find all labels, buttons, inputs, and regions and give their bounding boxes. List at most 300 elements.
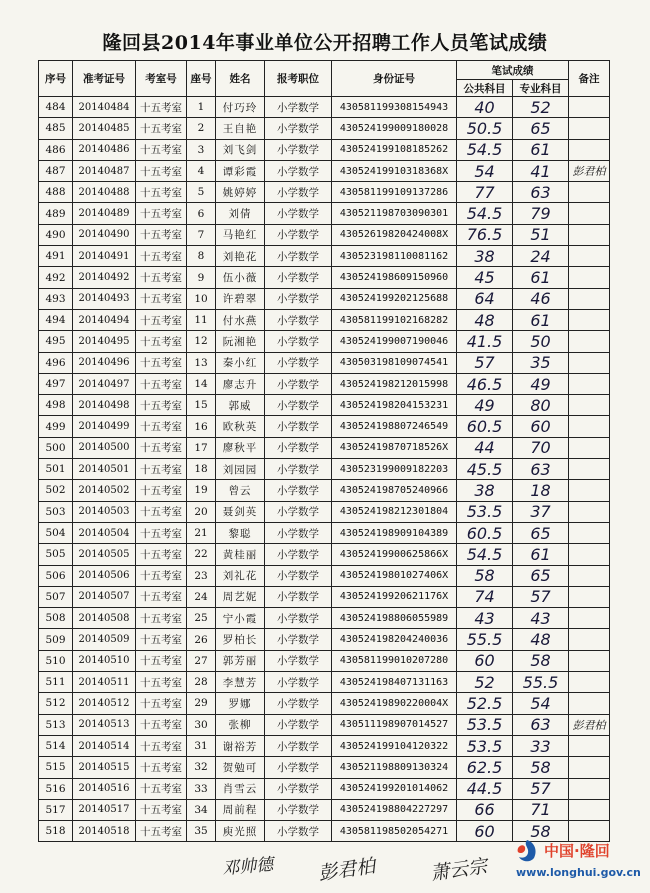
cell-professional-score: 63 — [513, 714, 569, 735]
cell-remarks — [569, 693, 610, 714]
cell-seq: 504 — [39, 522, 73, 543]
cell-seat: 32 — [187, 757, 216, 778]
cell-professional-score: 41 — [513, 160, 569, 181]
signature-1: 邓帅德 — [221, 854, 274, 880]
cell-id-number: 430524198407131163 — [332, 672, 457, 693]
cell-id-number: 43052419890220004X — [332, 693, 457, 714]
cell-name: 周前程 — [216, 799, 265, 820]
cell-seq: 502 — [39, 480, 73, 501]
cell-ticket: 20140502 — [73, 480, 136, 501]
cell-public-score: 50.5 — [457, 118, 513, 139]
cell-seq: 494 — [39, 309, 73, 330]
cell-id-number: 430524198806055989 — [332, 608, 457, 629]
cell-name: 付水燕 — [216, 309, 265, 330]
cell-name: 刘倩 — [216, 203, 265, 224]
cell-ticket: 20140503 — [73, 501, 136, 522]
cell-room: 十五考室 — [136, 331, 187, 352]
cell-name: 欧秋英 — [216, 416, 265, 437]
table-row — [39, 118, 610, 139]
cell-ticket: 20140491 — [73, 246, 136, 267]
cell-remarks — [569, 437, 610, 458]
cell-ticket: 20140501 — [73, 459, 136, 480]
cell-id-number: 430523199009182203 — [332, 459, 457, 480]
cell-remarks — [569, 309, 610, 330]
cell-room: 十五考室 — [136, 373, 187, 394]
cell-id-number: 43052619820424008X — [332, 224, 457, 245]
table-row — [39, 693, 610, 714]
cell-ticket: 20140492 — [73, 267, 136, 288]
cell-name: 曾云 — [216, 480, 265, 501]
cell-name: 李慧芳 — [216, 672, 265, 693]
cell-room: 十五考室 — [136, 224, 187, 245]
table-row — [39, 735, 610, 756]
cell-id-number: 430524199201014062 — [332, 778, 457, 799]
cell-seq: 505 — [39, 544, 73, 565]
cell-ticket: 20140508 — [73, 608, 136, 629]
cell-position: 小学数学 — [265, 203, 332, 224]
cell-remarks — [569, 650, 610, 671]
cell-ticket: 20140499 — [73, 416, 136, 437]
cell-professional-score: 51 — [513, 224, 569, 245]
cell-remarks — [569, 565, 610, 586]
cell-remarks — [569, 544, 610, 565]
cell-remarks — [569, 373, 610, 394]
cell-name: 王自艳 — [216, 118, 265, 139]
cell-id-number: 430521198809130324 — [332, 757, 457, 778]
cell-id-number: 430581199102168282 — [332, 309, 457, 330]
cell-seq: 487 — [39, 160, 73, 181]
cell-ticket: 20140485 — [73, 118, 136, 139]
cell-public-score: 38 — [457, 246, 513, 267]
cell-ticket: 20140515 — [73, 757, 136, 778]
cell-ticket: 20140489 — [73, 203, 136, 224]
cell-seat: 35 — [187, 821, 216, 842]
cell-position: 小学数学 — [265, 331, 332, 352]
cell-ticket: 20140512 — [73, 693, 136, 714]
cell-public-score: 64 — [457, 288, 513, 309]
cell-public-score: 77 — [457, 182, 513, 203]
table-row — [39, 459, 610, 480]
cell-public-score: 54.5 — [457, 544, 513, 565]
cell-professional-score: 37 — [513, 501, 569, 522]
cell-ticket: 20140496 — [73, 352, 136, 373]
table-row — [39, 160, 610, 181]
logo-url: www.longhui.gov.cn — [516, 866, 641, 879]
cell-seat: 20 — [187, 501, 216, 522]
cell-seat: 17 — [187, 437, 216, 458]
cell-professional-score: 33 — [513, 735, 569, 756]
cell-professional-score: 61 — [513, 139, 569, 160]
header-id-number: 身份证号 — [332, 61, 457, 97]
cell-professional-score: 63 — [513, 459, 569, 480]
cell-room: 十五考室 — [136, 459, 187, 480]
cell-name: 姚婷婷 — [216, 182, 265, 203]
cell-id-number: 43052419870718526X — [332, 437, 457, 458]
cell-remarks — [569, 778, 610, 799]
header-professional-subject: 专业科目 — [513, 80, 569, 97]
header-name: 姓名 — [216, 61, 265, 97]
cell-seq: 514 — [39, 735, 73, 756]
cell-professional-score: 55.5 — [513, 672, 569, 693]
cell-position: 小学数学 — [265, 97, 332, 118]
cell-remarks — [569, 182, 610, 203]
cell-seat: 27 — [187, 650, 216, 671]
cell-position: 小学数学 — [265, 522, 332, 543]
cell-name: 庾光照 — [216, 821, 265, 842]
cell-ticket: 20140518 — [73, 821, 136, 842]
cell-name: 廖志升 — [216, 373, 265, 394]
cell-position: 小学数学 — [265, 672, 332, 693]
cell-seat: 15 — [187, 395, 216, 416]
cell-seq: 517 — [39, 799, 73, 820]
cell-id-number: 430524198705240966 — [332, 480, 457, 501]
cell-room: 十五考室 — [136, 522, 187, 543]
cell-public-score: 55.5 — [457, 629, 513, 650]
header-remarks: 备注 — [569, 61, 610, 97]
cell-room: 十五考室 — [136, 799, 187, 820]
cell-remarks — [569, 203, 610, 224]
cell-remarks — [569, 480, 610, 501]
cell-seq: 509 — [39, 629, 73, 650]
cell-seq: 498 — [39, 395, 73, 416]
cell-position: 小学数学 — [265, 309, 332, 330]
cell-ticket: 20140505 — [73, 544, 136, 565]
cell-position: 小学数学 — [265, 437, 332, 458]
cell-public-score: 49 — [457, 395, 513, 416]
cell-seat: 19 — [187, 480, 216, 501]
cell-room: 十五考室 — [136, 309, 187, 330]
cell-ticket: 20140507 — [73, 586, 136, 607]
cell-name: 黎聪 — [216, 522, 265, 543]
cell-professional-score: 24 — [513, 246, 569, 267]
cell-professional-score: 70 — [513, 437, 569, 458]
cell-position: 小学数学 — [265, 501, 332, 522]
cell-room: 十五考室 — [136, 203, 187, 224]
cell-professional-score: 80 — [513, 395, 569, 416]
cell-seat: 13 — [187, 352, 216, 373]
table-row — [39, 288, 610, 309]
cell-seat: 3 — [187, 139, 216, 160]
cell-professional-score: 46 — [513, 288, 569, 309]
cell-room: 十五考室 — [136, 395, 187, 416]
table-row — [39, 650, 610, 671]
page-title: 隆回县2014年事业单位公开招聘工作人员笔试成绩 — [102, 32, 548, 54]
cell-name: 聂剑英 — [216, 501, 265, 522]
cell-remarks — [569, 352, 610, 373]
cell-remarks — [569, 224, 610, 245]
signature-3: 萧云宗 — [428, 855, 489, 885]
cell-id-number: 43052419920621176X — [332, 586, 457, 607]
cell-public-score: 45.5 — [457, 459, 513, 480]
cell-public-score: 52.5 — [457, 693, 513, 714]
cell-name: 付巧玲 — [216, 97, 265, 118]
cell-professional-score: 61 — [513, 267, 569, 288]
cell-seq: 497 — [39, 373, 73, 394]
table-row — [39, 373, 610, 394]
cell-room: 十五考室 — [136, 544, 187, 565]
cell-public-score: 60 — [457, 650, 513, 671]
cell-public-score: 41.5 — [457, 331, 513, 352]
cell-professional-score: 71 — [513, 799, 569, 820]
cell-seat: 31 — [187, 735, 216, 756]
cell-public-score: 46.5 — [457, 373, 513, 394]
cell-id-number: 430524198204153231 — [332, 395, 457, 416]
cell-name: 刘飞剑 — [216, 139, 265, 160]
cell-seq: 503 — [39, 501, 73, 522]
cell-room: 十五考室 — [136, 160, 187, 181]
cell-professional-score: 48 — [513, 629, 569, 650]
cell-name: 马艳红 — [216, 224, 265, 245]
cell-professional-score: 79 — [513, 203, 569, 224]
cell-professional-score: 43 — [513, 608, 569, 629]
header-public-subject: 公共科目 — [457, 80, 513, 97]
cell-room: 十五考室 — [136, 693, 187, 714]
cell-seat: 9 — [187, 267, 216, 288]
table-row — [39, 480, 610, 501]
cell-ticket: 20140497 — [73, 373, 136, 394]
cell-seq: 485 — [39, 118, 73, 139]
logo-icon — [514, 838, 540, 864]
cell-ticket: 20140498 — [73, 395, 136, 416]
table-row — [39, 522, 610, 543]
table-row — [39, 501, 610, 522]
cell-position: 小学数学 — [265, 693, 332, 714]
cell-position: 小学数学 — [265, 480, 332, 501]
table-row — [39, 437, 610, 458]
cell-id-number: 430524199009180028 — [332, 118, 457, 139]
cell-ticket: 20140486 — [73, 139, 136, 160]
table-row — [39, 757, 610, 778]
cell-room: 十五考室 — [136, 118, 187, 139]
cell-room: 十五考室 — [136, 757, 187, 778]
table-row — [39, 309, 610, 330]
cell-name: 肖雪云 — [216, 778, 265, 799]
cell-professional-score: 54 — [513, 693, 569, 714]
cell-id-number: 43052419900625866X — [332, 544, 457, 565]
cell-ticket: 20140509 — [73, 629, 136, 650]
cell-position: 小学数学 — [265, 821, 332, 842]
cell-position: 小学数学 — [265, 160, 332, 181]
table-row — [39, 182, 610, 203]
cell-room: 十五考室 — [136, 821, 187, 842]
cell-public-score: 54.5 — [457, 139, 513, 160]
cell-id-number: 430581199308154943 — [332, 97, 457, 118]
cell-professional-score: 61 — [513, 544, 569, 565]
cell-seat: 22 — [187, 544, 216, 565]
cell-id-number: 430581198502054271 — [332, 821, 457, 842]
cell-name: 刘礼花 — [216, 565, 265, 586]
table-row — [39, 586, 610, 607]
cell-professional-score: 58 — [513, 821, 569, 842]
cell-seq: 496 — [39, 352, 73, 373]
cell-public-score: 52 — [457, 672, 513, 693]
cell-ticket: 20140506 — [73, 565, 136, 586]
cell-id-number: 43052419801027406X — [332, 565, 457, 586]
cell-public-score: 57 — [457, 352, 513, 373]
cell-ticket: 20140494 — [73, 309, 136, 330]
cell-room: 十五考室 — [136, 629, 187, 650]
cell-id-number: 430511198907014527 — [332, 714, 457, 735]
cell-remarks — [569, 629, 610, 650]
cell-position: 小学数学 — [265, 224, 332, 245]
cell-position: 小学数学 — [265, 352, 332, 373]
cell-professional-score: 49 — [513, 373, 569, 394]
cell-ticket: 20140504 — [73, 522, 136, 543]
cell-seq: 518 — [39, 821, 73, 842]
logo-text: 中国·隆回 — [544, 842, 610, 860]
cell-position: 小学数学 — [265, 714, 332, 735]
cell-seat: 11 — [187, 309, 216, 330]
cell-seq: 490 — [39, 224, 73, 245]
cell-professional-score: 65 — [513, 522, 569, 543]
cell-name: 谭彩霞 — [216, 160, 265, 181]
cell-public-score: 40 — [457, 97, 513, 118]
cell-seat: 28 — [187, 672, 216, 693]
cell-public-score: 66 — [457, 799, 513, 820]
cell-room: 十五考室 — [136, 586, 187, 607]
cell-professional-score: 52 — [513, 97, 569, 118]
cell-remarks — [569, 459, 610, 480]
cell-id-number: 430524199007190046 — [332, 331, 457, 352]
cell-remarks — [569, 246, 610, 267]
cell-room: 十五考室 — [136, 352, 187, 373]
table-row — [39, 246, 610, 267]
cell-name: 宁小霞 — [216, 608, 265, 629]
cell-remarks — [569, 416, 610, 437]
cell-public-score: 45 — [457, 267, 513, 288]
cell-remarks — [569, 331, 610, 352]
cell-position: 小学数学 — [265, 139, 332, 160]
cell-seq: 489 — [39, 203, 73, 224]
cell-ticket: 20140500 — [73, 437, 136, 458]
cell-id-number: 430524199108185262 — [332, 139, 457, 160]
table-row — [39, 224, 610, 245]
cell-position: 小学数学 — [265, 650, 332, 671]
cell-seq: 511 — [39, 672, 73, 693]
cell-remarks — [569, 757, 610, 778]
cell-professional-score: 60 — [513, 416, 569, 437]
cell-room: 十五考室 — [136, 672, 187, 693]
cell-id-number: 430524199104120322 — [332, 735, 457, 756]
cell-remarks — [569, 288, 610, 309]
table-row — [39, 714, 610, 735]
cell-id-number: 430524198609150960 — [332, 267, 457, 288]
cell-professional-score: 58 — [513, 650, 569, 671]
cell-public-score: 60.5 — [457, 522, 513, 543]
cell-room: 十五考室 — [136, 139, 187, 160]
cell-position: 小学数学 — [265, 565, 332, 586]
cell-seq: 484 — [39, 97, 73, 118]
header-ticket: 准考证号 — [73, 61, 136, 97]
header-seat: 座号 — [187, 61, 216, 97]
cell-ticket: 20140487 — [73, 160, 136, 181]
cell-id-number: 430524198212015998 — [332, 373, 457, 394]
cell-ticket: 20140493 — [73, 288, 136, 309]
cell-room: 十五考室 — [136, 267, 187, 288]
cell-seq: 515 — [39, 757, 73, 778]
cell-seat: 25 — [187, 608, 216, 629]
cell-position: 小学数学 — [265, 629, 332, 650]
cell-professional-score: 50 — [513, 331, 569, 352]
cell-remarks: 彭君柏 — [569, 714, 610, 735]
signature-2: 彭君柏 — [316, 855, 377, 885]
cell-id-number: 430524198807246549 — [332, 416, 457, 437]
table-row — [39, 799, 610, 820]
cell-seq: 499 — [39, 416, 73, 437]
cell-id-number: 430521198703090301 — [332, 203, 457, 224]
cell-public-score: 54.5 — [457, 203, 513, 224]
cell-public-score: 62.5 — [457, 757, 513, 778]
cell-seat: 30 — [187, 714, 216, 735]
header-position: 报考职位 — [265, 61, 332, 97]
cell-position: 小学数学 — [265, 778, 332, 799]
cell-remarks — [569, 735, 610, 756]
cell-name: 张柳 — [216, 714, 265, 735]
cell-seat: 29 — [187, 693, 216, 714]
cell-seat: 14 — [187, 373, 216, 394]
cell-name: 黄桂丽 — [216, 544, 265, 565]
table-row — [39, 267, 610, 288]
cell-name: 廖秋平 — [216, 437, 265, 458]
cell-seat: 6 — [187, 203, 216, 224]
cell-seq: 486 — [39, 139, 73, 160]
cell-professional-score: 35 — [513, 352, 569, 373]
cell-position: 小学数学 — [265, 246, 332, 267]
cell-position: 小学数学 — [265, 799, 332, 820]
cell-room: 十五考室 — [136, 565, 187, 586]
cell-seq: 507 — [39, 586, 73, 607]
table-row — [39, 139, 610, 160]
header-score-group: 笔试成绩 — [457, 61, 569, 80]
scores-table — [38, 60, 610, 842]
cell-name: 罗柏长 — [216, 629, 265, 650]
cell-ticket: 20140490 — [73, 224, 136, 245]
cell-seat: 34 — [187, 799, 216, 820]
cell-name: 伍小薇 — [216, 267, 265, 288]
cell-position: 小学数学 — [265, 395, 332, 416]
cell-public-score: 74 — [457, 586, 513, 607]
cell-room: 十五考室 — [136, 735, 187, 756]
cell-id-number: 430503198109074541 — [332, 352, 457, 373]
table-row — [39, 395, 610, 416]
cell-position: 小学数学 — [265, 416, 332, 437]
cell-room: 十五考室 — [136, 480, 187, 501]
cell-seat: 5 — [187, 182, 216, 203]
cell-seq: 491 — [39, 246, 73, 267]
cell-name: 刘园园 — [216, 459, 265, 480]
cell-public-score: 53.5 — [457, 501, 513, 522]
cell-seq: 488 — [39, 182, 73, 203]
cell-professional-score: 58 — [513, 757, 569, 778]
cell-id-number: 430524198804227297 — [332, 799, 457, 820]
cell-seat: 33 — [187, 778, 216, 799]
cell-seq: 492 — [39, 267, 73, 288]
cell-position: 小学数学 — [265, 373, 332, 394]
cell-room: 十五考室 — [136, 501, 187, 522]
cell-name: 周艺妮 — [216, 586, 265, 607]
cell-position: 小学数学 — [265, 586, 332, 607]
table-row — [39, 565, 610, 586]
cell-ticket: 20140516 — [73, 778, 136, 799]
cell-id-number: 430523198110081162 — [332, 246, 457, 267]
cell-public-score: 53.5 — [457, 735, 513, 756]
table-row — [39, 672, 610, 693]
cell-ticket: 20140495 — [73, 331, 136, 352]
cell-room: 十五考室 — [136, 416, 187, 437]
cell-room: 十五考室 — [136, 437, 187, 458]
table-row — [39, 608, 610, 629]
table-row — [39, 97, 610, 118]
